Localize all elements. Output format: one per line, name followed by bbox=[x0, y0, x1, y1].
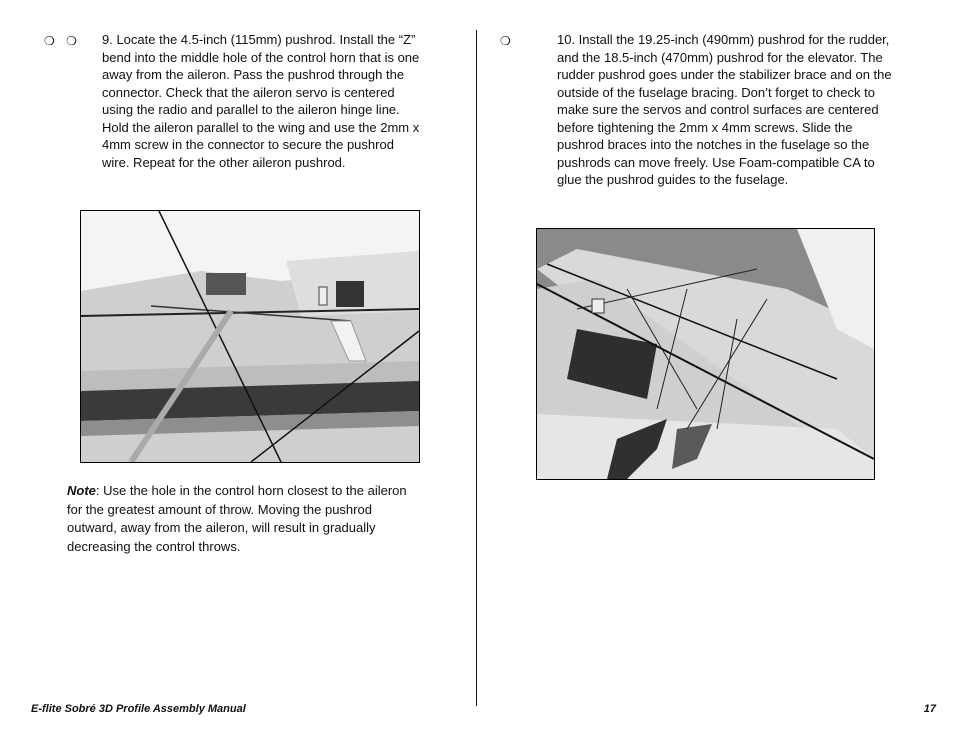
aileron-servo-photo-image bbox=[81, 211, 419, 462]
column-divider bbox=[476, 30, 477, 706]
fuselage-pushrod-photo bbox=[536, 228, 875, 480]
note-label: Note bbox=[67, 483, 96, 498]
page-number: 17 bbox=[923, 703, 936, 715]
step-10-text: 10. Install the 19.25-inch (490mm) pushrod for the rudder, and the 18.5-inch (470mm) pushrod for the elevator. The rudder pushrod goes under the stabilizer brace and on the outside of the fuselage bracing. Don’t forget to check to make sure the servos and control surfaces are centered before tightening the 2mm x 4mm screws. Slide the pushrod braces into the notches in the fuselage so the pushrods can move freely. Use Foam-compatible CA to glue the pushrod guides to the fuselage. bbox=[557, 32, 892, 187]
fuselage-pushrod-photo-image bbox=[537, 229, 874, 479]
note-paragraph bbox=[67, 482, 417, 556]
step-10-checkbox[interactable]: ❍ bbox=[500, 34, 515, 48]
step-9-checkboxes[interactable]: ❍ ❍ bbox=[44, 34, 81, 48]
step-9-text: 9. Locate the 4.5-inch (115mm) pushrod. Install the “Z” bend into the middle hole of the control horn that is one away from the aileron. Pass the pushrod through the connector. Check that the aileron servo is centered using the radio and parallel to the aileron hinge line. Hold the aileron parallel to the wing and use the 2mm x 4mm screw in the connector to secure the pushrod wire. Repeat for the other aileron pushrod. bbox=[102, 32, 420, 170]
aileron-servo-photo bbox=[80, 210, 420, 463]
note-text: : Use the hole in the control horn closest to the aileron for the greatest amount of throw. Moving the pushrod outward, away from the aileron, will result in gradually decreasing the control throws. bbox=[67, 483, 407, 554]
manual-title: E-flite Sobré 3D Profile Assembly Manual bbox=[31, 703, 246, 715]
